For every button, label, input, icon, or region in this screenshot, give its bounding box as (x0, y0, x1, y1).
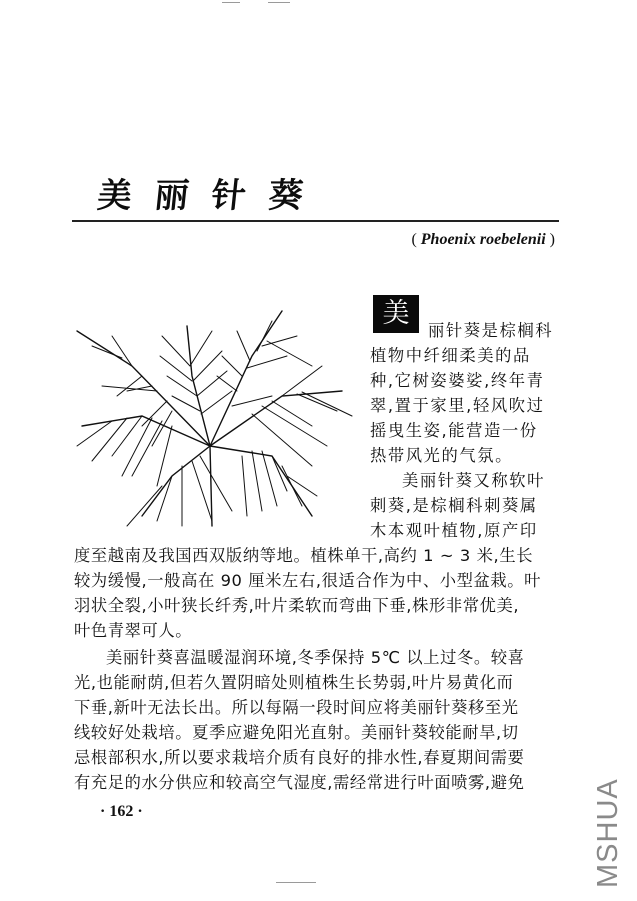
text-line: 木本观叶植物,原产印 (370, 521, 538, 540)
scan-artifact (268, 2, 290, 3)
text-line: 摇曳生姿,能营造一份 (370, 421, 538, 440)
paren-open: ( (411, 231, 417, 248)
latin-name (411, 231, 555, 249)
text-line: 翠,置于家里,轻风吹过 (370, 396, 545, 415)
title-divider (72, 220, 559, 222)
page-title: 美丽针葵 (95, 176, 328, 216)
paren-close: ) (549, 231, 555, 248)
watermark: MSHUA (592, 778, 624, 888)
text-line: 较为缓慢,一般高在 90 厘米左右,很适合作为中、小型盆栽。叶 (74, 571, 542, 590)
scan-artifact (222, 2, 240, 3)
text-line: 丽针葵是棕榈科 (428, 321, 554, 340)
text-line: 刺葵,是棕榈科刺葵属 (370, 496, 538, 515)
paragraph-start: 美丽针葵喜温暖湿润环境,冬季保持 5℃ 以上过冬。较喜 (106, 648, 525, 667)
text-line: 下垂,新叶无法长出。所以每隔一段时间应将美丽针葵移至光 (74, 698, 519, 717)
text-line: 热带风光的气氛。 (370, 446, 514, 465)
palm-plant-illustration-icon (72, 296, 362, 536)
text-line: 光,也能耐荫,但若久置阴暗处则植株生长势弱,叶片易黄化而 (74, 673, 514, 692)
text-line: 有充足的水分供应和较高空气湿度,需经常进行叶面喷雾,避免 (74, 773, 525, 792)
text-line: 度至越南及我国西双版纳等地。植株单干,高约 1 ~ 3 米,生长 (74, 546, 534, 565)
scan-artifact (276, 882, 316, 883)
text-line: 线较好处栽培。夏季应避免阳光直射。美丽针葵较能耐旱,切 (74, 723, 519, 742)
text-line: 忌根部积水,所以要求栽培介质有良好的排水性,春夏期间需要 (74, 748, 525, 767)
page-number: · 162 · (100, 803, 143, 820)
paragraph-start: 美丽针葵又称软叶 (402, 471, 546, 490)
text-line: 植物中纤细柔美的品 (370, 346, 531, 365)
text-line: 羽状全裂,小叶狭长纤秀,叶片柔软而弯曲下垂,株形非常优美, (74, 596, 520, 615)
text-line: 叶色青翠可人。 (74, 621, 193, 640)
latin-name-text: Phoenix roebelenii (420, 231, 546, 248)
drop-cap: 美 (373, 295, 419, 333)
text-line: 种,它树姿婆娑,终年青 (370, 371, 545, 390)
